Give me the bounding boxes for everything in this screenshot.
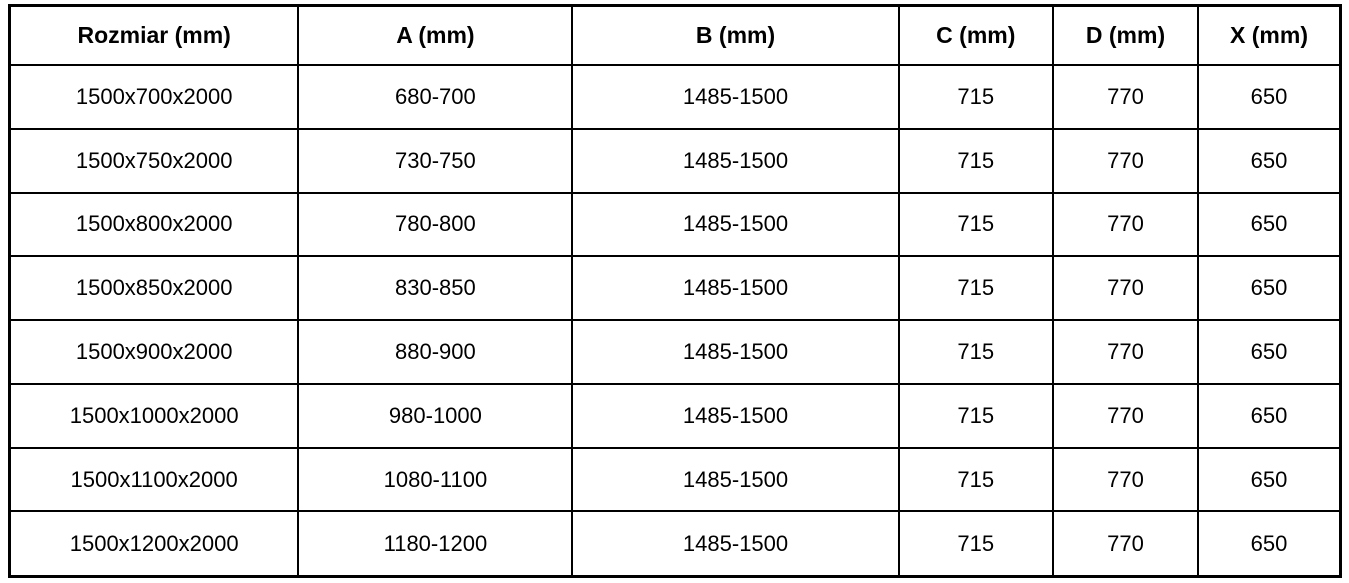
table-cell: 730-750 — [298, 129, 572, 193]
table-cell: 1485-1500 — [572, 65, 898, 129]
table-row — [10, 193, 1341, 257]
table-cell: 1180-1200 — [298, 511, 572, 576]
table-row — [10, 384, 1341, 448]
table-cell: 715 — [899, 129, 1053, 193]
table-cell: 770 — [1053, 129, 1198, 193]
table-cell: 680-700 — [298, 65, 572, 129]
table-cell: 780-800 — [298, 193, 572, 257]
table-cell: 1500x1000x2000 — [10, 384, 299, 448]
column-header-b: B (mm) — [572, 6, 898, 66]
table-cell: 770 — [1053, 256, 1198, 320]
column-header-c: C (mm) — [899, 6, 1053, 66]
table-cell: 980-1000 — [298, 384, 572, 448]
table-cell: 650 — [1198, 511, 1340, 576]
table-row — [10, 65, 1341, 129]
table-cell: 650 — [1198, 320, 1340, 384]
table-cell: 770 — [1053, 511, 1198, 576]
table-cell: 650 — [1198, 193, 1340, 257]
table-cell: 715 — [899, 193, 1053, 257]
table-row — [10, 256, 1341, 320]
table-cell: 1485-1500 — [572, 193, 898, 257]
size-spec-table — [8, 4, 1342, 578]
table-cell: 650 — [1198, 384, 1340, 448]
table-cell: 715 — [899, 256, 1053, 320]
table-cell: 830-850 — [298, 256, 572, 320]
table-cell: 770 — [1053, 193, 1198, 257]
table-cell: 1500x750x2000 — [10, 129, 299, 193]
column-header-x: X (mm) — [1198, 6, 1340, 66]
table-row — [10, 448, 1341, 512]
column-header-rozmiar: Rozmiar (mm) — [10, 6, 299, 66]
table-cell: 770 — [1053, 65, 1198, 129]
table-cell: 1485-1500 — [572, 511, 898, 576]
table-cell: 1485-1500 — [572, 256, 898, 320]
column-header-d: D (mm) — [1053, 6, 1198, 66]
table-body — [10, 65, 1341, 577]
table-row — [10, 129, 1341, 193]
table-cell: 1080-1100 — [298, 448, 572, 512]
table-cell: 1500x700x2000 — [10, 65, 299, 129]
table-cell: 1500x1100x2000 — [10, 448, 299, 512]
table-header — [10, 6, 1341, 66]
table-cell: 715 — [899, 448, 1053, 512]
table-cell: 770 — [1053, 384, 1198, 448]
table-cell: 1485-1500 — [572, 448, 898, 512]
column-header-a: A (mm) — [298, 6, 572, 66]
table-cell: 650 — [1198, 129, 1340, 193]
table-cell: 1485-1500 — [572, 129, 898, 193]
table-cell: 1500x1200x2000 — [10, 511, 299, 576]
table-cell: 770 — [1053, 320, 1198, 384]
table-cell: 715 — [899, 320, 1053, 384]
table-cell: 650 — [1198, 448, 1340, 512]
table-cell: 770 — [1053, 448, 1198, 512]
table-cell: 1485-1500 — [572, 320, 898, 384]
table-row — [10, 511, 1341, 576]
table-cell: 1500x800x2000 — [10, 193, 299, 257]
table-cell: 650 — [1198, 65, 1340, 129]
table-cell: 1500x900x2000 — [10, 320, 299, 384]
table-cell: 715 — [899, 511, 1053, 576]
table-cell: 880-900 — [298, 320, 572, 384]
size-spec-table-container — [8, 4, 1342, 578]
table-cell: 1500x850x2000 — [10, 256, 299, 320]
table-row — [10, 320, 1341, 384]
table-cell: 1485-1500 — [572, 384, 898, 448]
table-cell: 650 — [1198, 256, 1340, 320]
table-cell: 715 — [899, 384, 1053, 448]
header-row — [10, 6, 1341, 66]
table-cell: 715 — [899, 65, 1053, 129]
